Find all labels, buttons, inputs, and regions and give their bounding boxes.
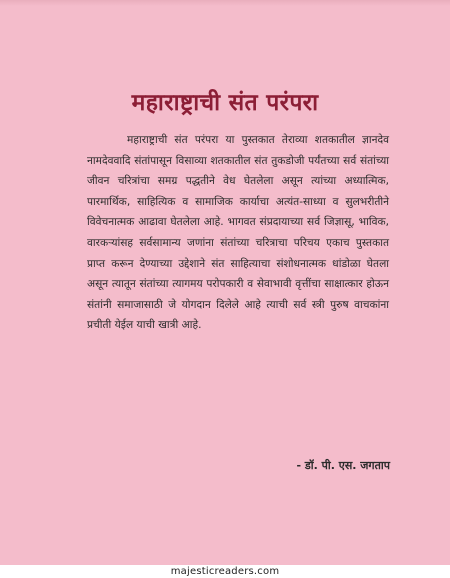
- author-signature: - डॉ. पी. एस. जगताप: [296, 459, 390, 472]
- book-title: महाराष्ट्राची संत परंपरा: [131, 89, 319, 116]
- watermark-url: majesticreaders.com: [170, 566, 280, 577]
- cover-top-edge: [0, 0, 450, 6]
- blurb-paragraph: महाराष्ट्राची संत परंपरा या पुस्तकात तेराव्या शतकातील ज्ञानदेव नामदेववादि संतांपासून विसाव्या शतकातील संत तुकडोजी पर्यंतच्या सर्व संतांच्या जीवन चरित्रांचा समग्र पद्धतीने वेध घेतलेला असून त्यांच्या अध्यात्मिक, पारमार्थिक, साहित्यिक व सामाजिक कार्याचा अत्यंत-साध्या व सुलभरीतीने विवेचनात्मक आढावा घेतलेला आहे. भागवत संप्रदायाच्या सर्व जिज्ञासू, भाविक, वारकऱ्यांसह सर्वसामान्य जणांना संतांच्या चरित्राचा परिचय एकाच पुस्तकात प्राप्त करून देण्याच्या उद्देशाने संत साहित्याचा संशोधनात्मक धांडोळा घेतला असून त्यातून संतांच्या त्यागमय परोपकारी व सेवाभावी वृत्तींचा साक्षात्कार होऊन संतांनी समाजासाठी जे योगदान दिलेले आहे त्याची सर्व स्त्री पुरुष वाचकांना प्रचीती येईल याची खात्री आहे.: [87, 134, 389, 332]
